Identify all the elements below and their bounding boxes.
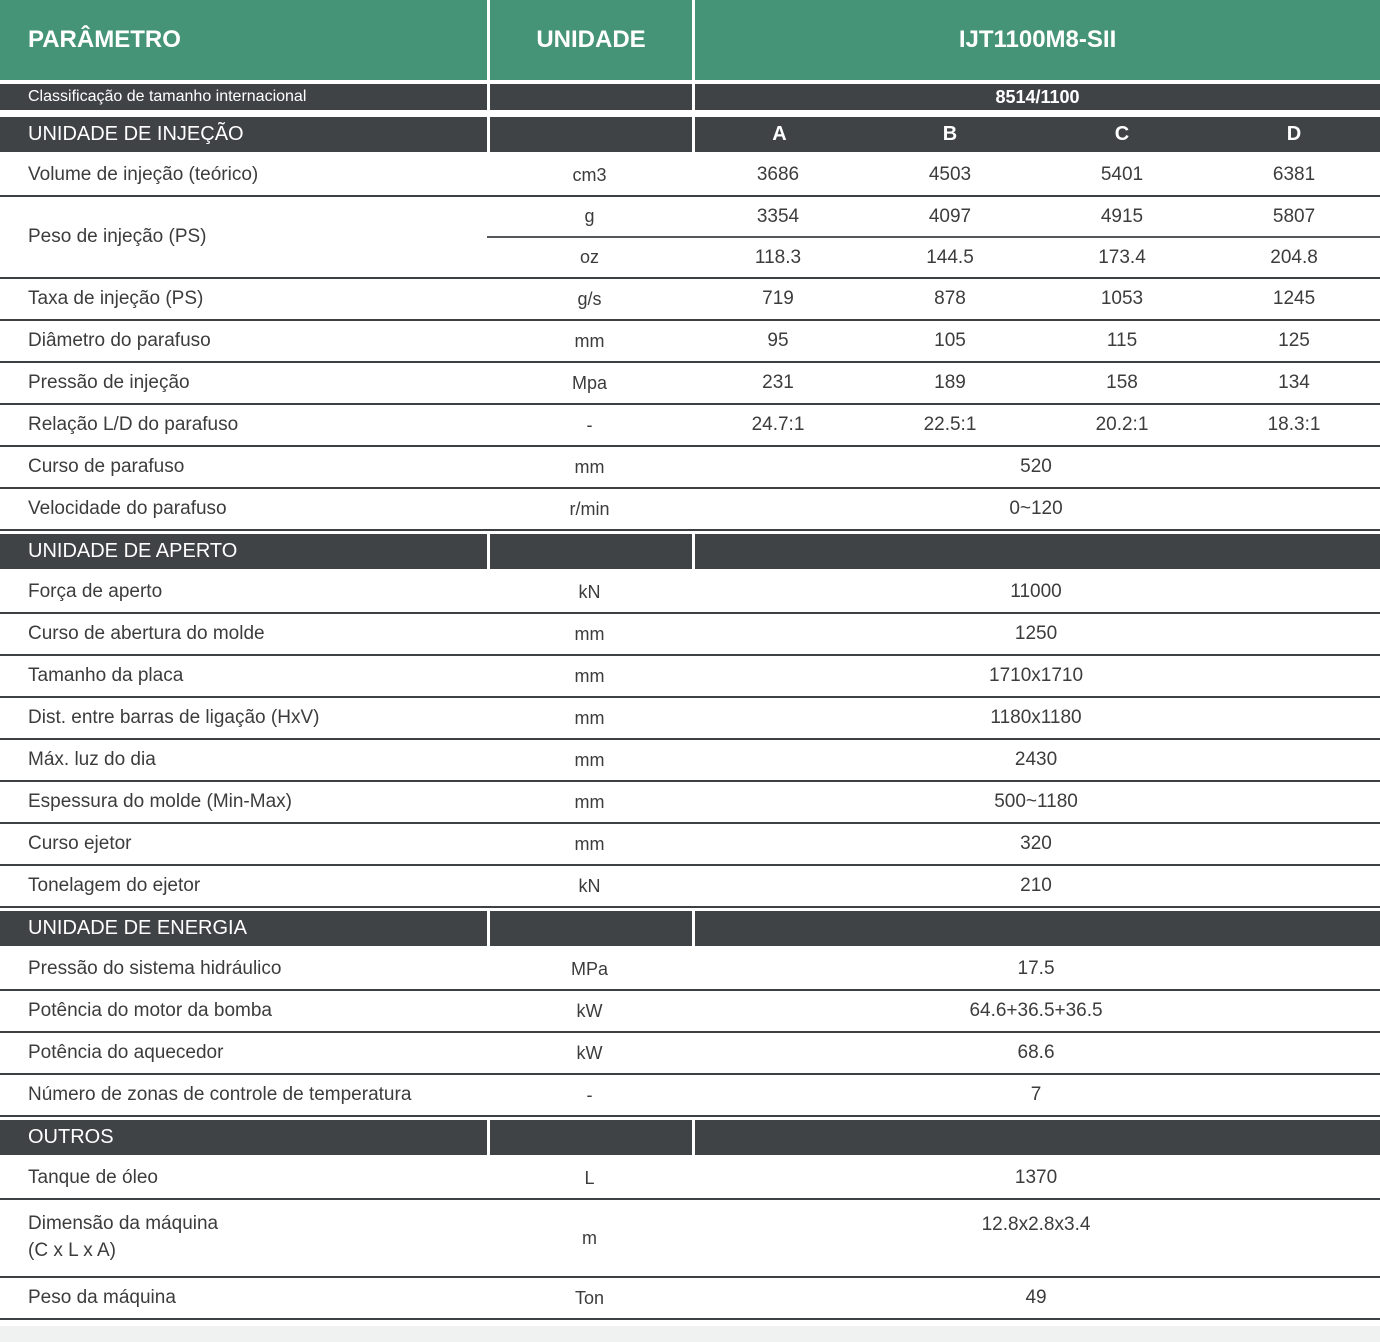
- row-label-line1: Espessura do molde (Min-Max): [28, 791, 292, 812]
- row-label-line1: Tamanho da placa: [28, 665, 184, 686]
- spec-row-tonelagem-do-ejetor: [0, 866, 1380, 908]
- row-value: 17.5: [692, 949, 1380, 991]
- row-label: [0, 1200, 487, 1278]
- row-value: 12.8x2.8x3.4: [692, 1200, 1380, 1278]
- row-unit: L: [487, 1158, 692, 1200]
- row-value: 4503: [864, 155, 1036, 197]
- row-unit: kW: [487, 991, 692, 1033]
- row-unit: mm: [487, 447, 692, 489]
- row-value: 5807: [1208, 197, 1380, 238]
- row-value: 719: [692, 279, 864, 321]
- row-label-line1: Volume de injeção (teórico): [28, 164, 259, 185]
- row-value: 1370: [692, 1158, 1380, 1200]
- spec-row-volume-de-injecao-teorico: [0, 155, 1380, 197]
- section-value-cell: [692, 908, 1380, 949]
- row-value: 134: [1208, 363, 1380, 405]
- row-value: 210: [692, 866, 1380, 908]
- column-header-d: D: [1208, 114, 1380, 155]
- row-label: [0, 1033, 487, 1075]
- spec-row-espessura-do-molde-min-max: [0, 782, 1380, 824]
- row-value: 115: [1036, 321, 1208, 363]
- row-unit: -: [487, 1075, 692, 1117]
- row-unit: mm: [487, 614, 692, 656]
- row-label: [0, 1075, 487, 1117]
- row-unit: mm: [487, 698, 692, 740]
- section-title: UNIDADE DE ENERGIA: [0, 908, 487, 949]
- row-value: 1053: [1036, 279, 1208, 321]
- row-value: 95: [692, 321, 864, 363]
- row-value: 320: [692, 824, 1380, 866]
- row-label: [0, 698, 487, 740]
- classification-unit-cell: [487, 84, 692, 114]
- column-header-c: C: [1036, 114, 1208, 155]
- row-value: 5401: [1036, 155, 1208, 197]
- column-header-a: A: [692, 114, 864, 155]
- row-value: 1710x1710: [692, 656, 1380, 698]
- row-label-line1: Curso de abertura do molde: [28, 623, 265, 644]
- row-label: [0, 155, 487, 197]
- spec-row-curso-de-parafuso: [0, 447, 1380, 489]
- row-label: [0, 489, 487, 531]
- row-value: 231: [692, 363, 864, 405]
- row-label-line1: Máx. luz do dia: [28, 749, 156, 770]
- row-unit: Mpa: [487, 363, 692, 405]
- section-title: UNIDADE DE APERTO: [0, 531, 487, 572]
- row-value: 68.6: [692, 1033, 1380, 1075]
- row-value: 125: [1208, 321, 1380, 363]
- row-label: Peso de injeção (PS): [0, 197, 487, 279]
- row-unit: kN: [487, 572, 692, 614]
- row-label-line1: Tonelagem do ejetor: [28, 875, 201, 896]
- spec-row-taxa-de-injecao-ps: [0, 279, 1380, 321]
- section-title: OUTROS: [0, 1117, 487, 1158]
- spec-row-forca-de-aperto: [0, 572, 1380, 614]
- spec-row-relacao-l-d-do-parafuso: [0, 405, 1380, 447]
- row-value: 24.7:1: [692, 405, 864, 447]
- row-label-line1: Curso de parafuso: [28, 456, 185, 477]
- row-value: 2430: [692, 740, 1380, 782]
- row-label-line1: Força de aperto: [28, 581, 163, 602]
- classification-row: [0, 84, 1380, 114]
- row-value: 105: [864, 321, 1036, 363]
- row-value: 49: [692, 1278, 1380, 1320]
- row-label: [0, 321, 487, 363]
- row-value: 144.5: [864, 238, 1036, 279]
- section-header-unidade-de-energia: [0, 908, 1380, 949]
- spec-row-pressao-do-sistema-hidraulico: [0, 949, 1380, 991]
- spec-row-tanque-de-oleo: [0, 1158, 1380, 1200]
- row-unit: Ton: [487, 1278, 692, 1320]
- row-value: 64.6+36.5+36.5: [692, 991, 1380, 1033]
- spec-row-pressao-de-injecao: [0, 363, 1380, 405]
- row-label: [0, 363, 487, 405]
- row-value: 7: [692, 1075, 1380, 1117]
- row-label-line1: Curso ejetor: [28, 833, 132, 854]
- row-label-line1: Tanque de óleo: [28, 1167, 158, 1188]
- spec-row-curso-ejetor: [0, 824, 1380, 866]
- spec-row-potencia-do-motor-da-bomba: [0, 991, 1380, 1033]
- section-unit-cell: [487, 114, 692, 155]
- spec-row-potencia-do-aquecedor: [0, 1033, 1380, 1075]
- row-label: [0, 866, 487, 908]
- spec-row-peso-da-maquina: [0, 1278, 1380, 1320]
- row-label-line2: (C x L x A): [28, 1240, 116, 1261]
- row-value: 1180x1180: [692, 698, 1380, 740]
- section-unit-cell: [487, 908, 692, 949]
- row-unit: mm: [487, 656, 692, 698]
- header-model-label: IJT1100M8-SII: [692, 0, 1380, 84]
- section-unit-cell: [487, 1117, 692, 1158]
- row-label: [0, 279, 487, 321]
- row-label: [0, 1158, 487, 1200]
- row-unit: g: [487, 197, 692, 238]
- row-label: [0, 949, 487, 991]
- row-value: 1250: [692, 614, 1380, 656]
- row-value: 20.2:1: [1036, 405, 1208, 447]
- row-unit: mm: [487, 740, 692, 782]
- row-label: [0, 991, 487, 1033]
- row-unit: r/min: [487, 489, 692, 531]
- row-unit: cm3: [487, 155, 692, 197]
- row-value: 1245: [1208, 279, 1380, 321]
- section-value-cell: [692, 531, 1380, 572]
- row-unit: mm: [487, 782, 692, 824]
- section-header-unidade-de-injecao: [0, 114, 1380, 155]
- row-label-line1: Potência do aquecedor: [28, 1042, 224, 1063]
- row-unit: m: [487, 1200, 692, 1278]
- spec-row-dimensao-da-maquina: [0, 1200, 1380, 1278]
- row-label-line1: Dist. entre barras de ligação (HxV): [28, 707, 320, 728]
- row-label-line1: Velocidade do parafuso: [28, 498, 227, 519]
- row-unit: MPa: [487, 949, 692, 991]
- section-title: UNIDADE DE INJEÇÃO: [0, 114, 487, 155]
- spec-row-curso-de-abertura-do-molde: [0, 614, 1380, 656]
- table-header-row: [0, 0, 1380, 84]
- row-unit: g/s: [487, 279, 692, 321]
- row-value: 4097: [864, 197, 1036, 238]
- row-label: [0, 740, 487, 782]
- row-unit: -: [487, 405, 692, 447]
- row-value: 520: [692, 447, 1380, 489]
- spec-row-numero-de-zonas-de-controle-de-temperatura: [0, 1075, 1380, 1117]
- row-unit: kW: [487, 1033, 692, 1075]
- row-value: 11000: [692, 572, 1380, 614]
- column-header-b: B: [864, 114, 1036, 155]
- spec-row-max-luz-do-dia: [0, 740, 1380, 782]
- row-label: [0, 782, 487, 824]
- row-label-line1: Relação L/D do parafuso: [28, 414, 239, 435]
- row-value: 6381: [1208, 155, 1380, 197]
- row-label: [0, 656, 487, 698]
- spec-row-diametro-do-parafuso: [0, 321, 1380, 363]
- row-value: 158: [1036, 363, 1208, 405]
- row-label-line1: Taxa de injeção (PS): [28, 288, 204, 309]
- spec-row-velocidade-do-parafuso: [0, 489, 1380, 531]
- spec-row-dist-entre-barras-de-ligacao-hxv: [0, 698, 1380, 740]
- row-value: 4915: [1036, 197, 1208, 238]
- row-label-line1: Pressão de injeção: [28, 372, 190, 393]
- row-label-line1: Pressão do sistema hidráulico: [28, 958, 282, 979]
- row-label: [0, 824, 487, 866]
- row-unit: kN: [487, 866, 692, 908]
- row-unit: mm: [487, 824, 692, 866]
- row-label-line1: Peso da máquina: [28, 1287, 176, 1308]
- row-value: 3686: [692, 155, 864, 197]
- row-value: 878: [864, 279, 1036, 321]
- spec-row-peso-de-injecao-ps: [0, 197, 1380, 238]
- row-label: [0, 614, 487, 656]
- classification-value: 8514/1100: [692, 84, 1380, 114]
- row-value: 118.3: [692, 238, 864, 279]
- spec-row-tamanho-da-placa: [0, 656, 1380, 698]
- row-value: 3354: [692, 197, 864, 238]
- row-value: 500~1180: [692, 782, 1380, 824]
- header-unit-label: UNIDADE: [487, 0, 692, 84]
- header-parameter-label: PARÂMETRO: [0, 0, 487, 84]
- section-value-cell: [692, 1117, 1380, 1158]
- row-label-line1: Dimensão da máquina: [28, 1213, 219, 1235]
- row-label-line1: Potência do motor da bomba: [28, 1000, 272, 1021]
- section-unit-cell: [487, 531, 692, 572]
- bottom-band: [0, 1326, 1380, 1342]
- row-label: [0, 572, 487, 614]
- section-header-unidade-de-aperto: [0, 531, 1380, 572]
- row-value: 204.8: [1208, 238, 1380, 279]
- row-value: 22.5:1: [864, 405, 1036, 447]
- row-value: 0~120: [692, 489, 1380, 531]
- section-header-outros: [0, 1117, 1380, 1158]
- row-value: 189: [864, 363, 1036, 405]
- classification-label: Classificação de tamanho internacional: [0, 84, 487, 114]
- row-value: 173.4: [1036, 238, 1208, 279]
- row-label-line1: Número de zonas de controle de temperatura: [28, 1084, 412, 1105]
- row-label-line1: Diâmetro do parafuso: [28, 330, 211, 351]
- row-label: [0, 405, 487, 447]
- row-unit: oz: [487, 238, 692, 279]
- row-label: [0, 1278, 487, 1320]
- row-unit: mm: [487, 321, 692, 363]
- row-value: 18.3:1: [1208, 405, 1380, 447]
- row-label: [0, 447, 487, 489]
